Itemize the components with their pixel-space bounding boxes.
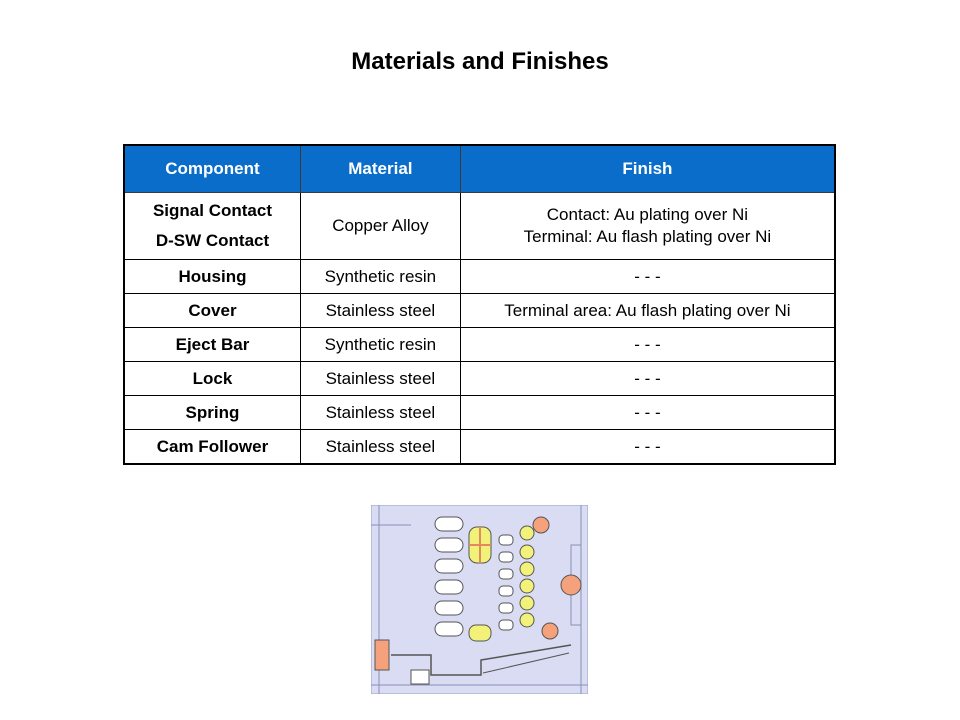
material-cell: Stainless steel <box>300 294 460 328</box>
table-row <box>124 430 835 465</box>
component-cell: Cam Follower <box>124 430 300 465</box>
material-cell: Synthetic resin <box>300 260 460 294</box>
component-name: Signal Contact <box>152 201 272 220</box>
connector-drawing <box>371 505 588 694</box>
finish-cell: - - - <box>460 328 835 362</box>
finish-cell <box>460 193 835 260</box>
table-row <box>124 260 835 294</box>
component-cell: Housing <box>124 260 300 294</box>
materials-table <box>123 144 836 465</box>
material-cell: Stainless steel <box>300 362 460 396</box>
finish-line: Terminal: Au flash plating over Ni <box>523 227 772 246</box>
header-material: Material <box>300 145 460 193</box>
header-finish: Finish <box>460 145 835 193</box>
header-component: Component <box>124 145 300 193</box>
component-cell: Spring <box>124 396 300 430</box>
table-row <box>124 362 835 396</box>
component-cell: Cover <box>124 294 300 328</box>
component-name: D-SW Contact <box>155 231 270 250</box>
material-cell: Copper Alloy <box>300 193 460 260</box>
material-cell: Stainless steel <box>300 430 460 465</box>
table-row <box>124 294 835 328</box>
component-cell: Lock <box>124 362 300 396</box>
component-cell <box>124 193 300 260</box>
page-title: Materials and Finishes <box>351 48 609 75</box>
finish-cell: - - - <box>460 260 835 294</box>
finish-line: Contact: Au plating over Ni <box>546 205 749 224</box>
finish-cell: - - - <box>460 396 835 430</box>
finish-cell: Terminal area: Au flash plating over Ni <box>460 294 835 328</box>
table-header-row <box>124 145 835 193</box>
finish-cell: - - - <box>460 362 835 396</box>
connector-drawing-svg <box>371 505 588 694</box>
component-cell: Eject Bar <box>124 328 300 362</box>
material-cell: Stainless steel <box>300 396 460 430</box>
table-row <box>124 328 835 362</box>
material-cell: Synthetic resin <box>300 328 460 362</box>
table-row <box>124 193 835 260</box>
finish-cell: - - - <box>460 430 835 465</box>
table-row <box>124 396 835 430</box>
